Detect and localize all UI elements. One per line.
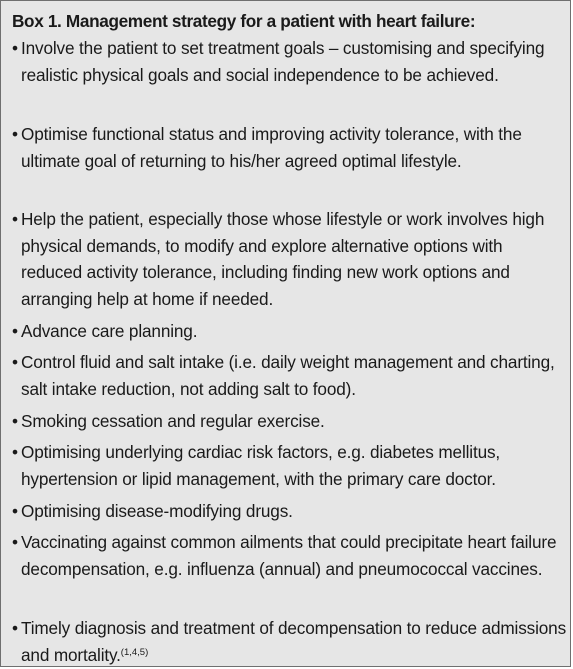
list-item-text: Help the patient, especially those whose lifestyle or work involves high physical demands, to modify and explore alternative options with reduced activity tolerance, including finding new work options and arranging help at home if needed.	[21, 209, 545, 309]
list-item	[12, 206, 568, 312]
list-item	[12, 318, 568, 345]
list-item	[12, 121, 568, 174]
list-item-text: Optimise functional status and improving activity tolerance, with the ultimate goal of returning to his/her agreed optimal lifestyle.	[21, 124, 522, 171]
bullet-icon: •	[12, 618, 18, 638]
list-item-text: Vaccinating against common ailments that could precipitate heart failure decompensation, e.g. influenza (annual) and pneumococcal vaccines.	[21, 532, 557, 579]
list-item	[12, 408, 568, 435]
list-item	[12, 349, 568, 402]
list-item-text: Involve the patient to set treatment goals – customising and specifying realistic physical goals and social independence to be achieved.	[21, 38, 545, 85]
bullet-icon: •	[12, 124, 18, 144]
list-item	[12, 498, 568, 525]
bullet-icon: •	[12, 209, 18, 229]
list-item	[12, 439, 568, 492]
bullet-icon: •	[12, 532, 18, 552]
bullet-icon: •	[12, 321, 18, 341]
bullet-icon: •	[12, 411, 18, 431]
list-item	[12, 35, 568, 88]
list-item-text	[12, 615, 568, 668]
list-item-text: Control fluid and salt intake (i.e. daily weight management and charting, salt intake reduction, not adding salt to food).	[21, 352, 555, 399]
list-item-text: Smoking cessation and regular exercise.	[21, 411, 325, 431]
list-item	[12, 529, 568, 582]
citation-reference: (1,4,5)	[120, 646, 149, 658]
bullet-icon: •	[12, 501, 18, 521]
list-item-text: Optimising disease-modifying drugs.	[21, 501, 293, 521]
bullet-icon: •	[12, 38, 18, 58]
list-item	[12, 615, 568, 668]
list-item-body: Timely diagnosis and treatment of decompensation to reduce admissions and mortality.	[21, 618, 567, 665]
list-item-text: Advance care planning.	[21, 321, 198, 341]
bullet-icon: •	[12, 352, 18, 372]
bullet-icon: •	[12, 442, 18, 462]
list-item-text: Optimising underlying cardiac risk factors, e.g. diabetes mellitus, hypertension or lipid management, with the primary care doctor.	[21, 442, 501, 489]
box-title: Box 1. Management strategy for a patient with heart failure:	[12, 11, 476, 31]
